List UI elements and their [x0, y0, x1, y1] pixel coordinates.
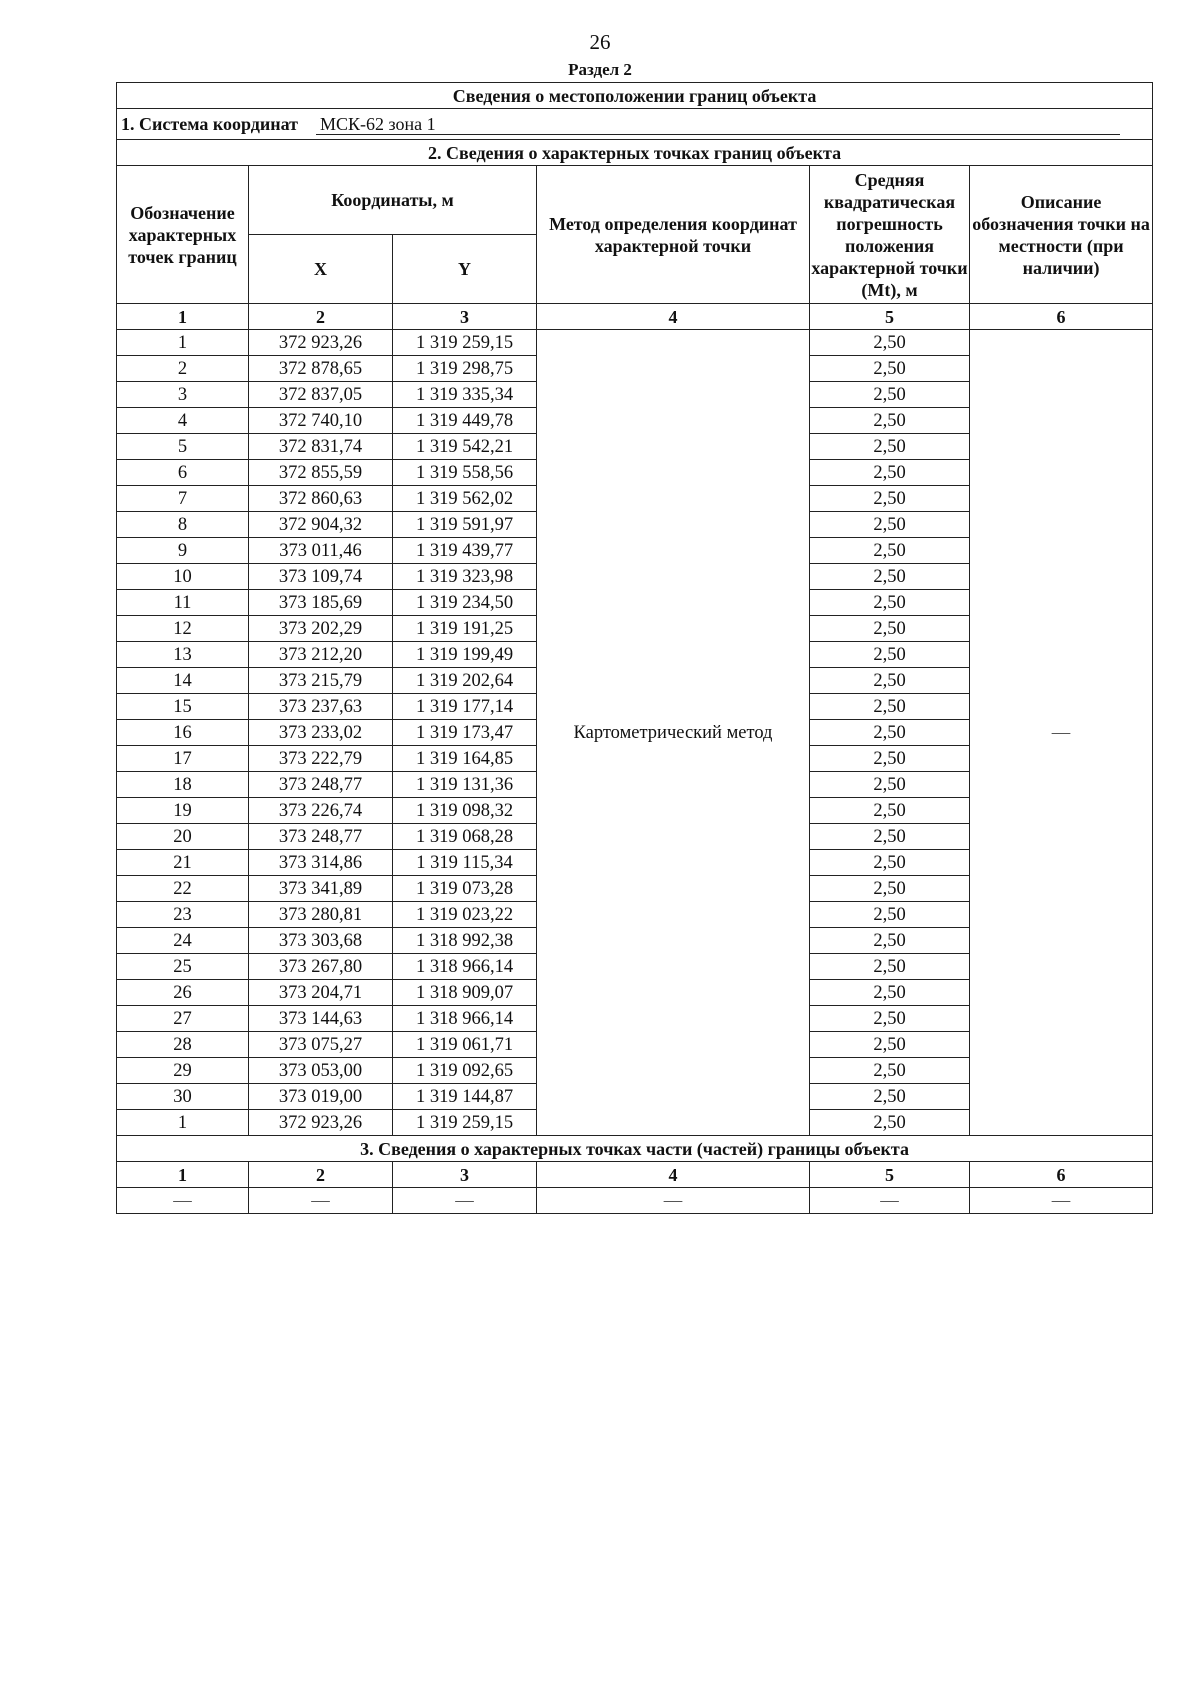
point-number: 28 [117, 1032, 249, 1058]
header-description: Описание обозначения точки на местности (при наличии) [970, 166, 1153, 304]
description-cell: — [970, 330, 1153, 1136]
error-value: 2,50 [810, 564, 970, 590]
point-number: 14 [117, 668, 249, 694]
header-coordinates: Координаты, м [249, 166, 537, 235]
column-number: 3 [393, 304, 537, 330]
error-value: 2,50 [810, 382, 970, 408]
error-value: 2,50 [810, 720, 970, 746]
point-number: 16 [117, 720, 249, 746]
empty-cell: — [393, 1188, 537, 1214]
error-value: 2,50 [810, 408, 970, 434]
coordinate-x: 372 860,63 [249, 486, 393, 512]
coordinate-y: 1 319 259,15 [393, 330, 537, 356]
coordinate-x: 373 215,79 [249, 668, 393, 694]
column-numbers-row [117, 304, 1153, 330]
coordinate-y: 1 319 591,97 [393, 512, 537, 538]
parts-row [117, 1188, 1153, 1214]
point-number: 7 [117, 486, 249, 512]
point-number: 25 [117, 954, 249, 980]
coordinate-x: 372 831,74 [249, 434, 393, 460]
coordinate-y: 1 319 199,49 [393, 642, 537, 668]
coordinate-system-value: МСК-62 зона 1 [316, 114, 1120, 135]
error-value: 2,50 [810, 590, 970, 616]
coordinate-y: 1 319 164,85 [393, 746, 537, 772]
coordinate-x: 372 923,26 [249, 1110, 393, 1136]
page-number: 26 [589, 30, 611, 54]
error-value: 2,50 [810, 460, 970, 486]
error-value: 2,50 [810, 798, 970, 824]
points-section-title: 2. Сведения о характерных точках границ объекта [117, 140, 1153, 166]
coordinate-x: 373 185,69 [249, 590, 393, 616]
error-value: 2,50 [810, 928, 970, 954]
error-value: 2,50 [810, 850, 970, 876]
coordinate-x: 373 248,77 [249, 772, 393, 798]
coordinate-x: 373 248,77 [249, 824, 393, 850]
coordinate-y: 1 319 335,34 [393, 382, 537, 408]
error-value: 2,50 [810, 1084, 970, 1110]
coordinate-x: 373 019,00 [249, 1084, 393, 1110]
coordinate-system-row [117, 109, 1153, 140]
column-number: 2 [249, 1162, 393, 1188]
coordinate-y: 1 318 966,14 [393, 954, 537, 980]
coordinate-y: 1 318 966,14 [393, 1006, 537, 1032]
column-number: 5 [810, 304, 970, 330]
coordinate-y: 1 319 144,87 [393, 1084, 537, 1110]
coordinate-x: 373 204,71 [249, 980, 393, 1006]
coordinate-x: 373 202,29 [249, 616, 393, 642]
coordinate-x: 372 923,26 [249, 330, 393, 356]
coordinate-x: 373 053,00 [249, 1058, 393, 1084]
error-value: 2,50 [810, 668, 970, 694]
point-number: 19 [117, 798, 249, 824]
empty-cell: — [117, 1188, 249, 1214]
point-number: 5 [117, 434, 249, 460]
parts-section-title: 3. Сведения о характерных точках части (частей) границы объекта [117, 1136, 1153, 1162]
point-number: 26 [117, 980, 249, 1006]
coordinate-x: 372 878,65 [249, 356, 393, 382]
coordinate-x: 373 075,27 [249, 1032, 393, 1058]
error-value: 2,50 [810, 330, 970, 356]
point-number: 13 [117, 642, 249, 668]
coordinate-y: 1 319 562,02 [393, 486, 537, 512]
point-number: 9 [117, 538, 249, 564]
point-number: 21 [117, 850, 249, 876]
error-value: 2,50 [810, 512, 970, 538]
header-error: Средняя квадратическая погрешность положения характерной точки (Mt), м [810, 166, 970, 304]
column-number: 2 [249, 304, 393, 330]
coordinate-y: 1 319 558,56 [393, 460, 537, 486]
coordinate-x: 373 226,74 [249, 798, 393, 824]
point-number: 20 [117, 824, 249, 850]
coordinate-x: 372 837,05 [249, 382, 393, 408]
header-designation: Обозначение характерных точек границ [117, 166, 249, 304]
error-value: 2,50 [810, 746, 970, 772]
error-value: 2,50 [810, 772, 970, 798]
empty-cell: — [810, 1188, 970, 1214]
coordinate-x: 372 855,59 [249, 460, 393, 486]
boundary-table [116, 82, 1153, 1214]
point-number: 1 [117, 330, 249, 356]
coordinate-y: 1 319 449,78 [393, 408, 537, 434]
coordinate-y: 1 319 061,71 [393, 1032, 537, 1058]
coordinate-x: 373 144,63 [249, 1006, 393, 1032]
point-number: 23 [117, 902, 249, 928]
point-number: 8 [117, 512, 249, 538]
coordinate-y: 1 319 098,32 [393, 798, 537, 824]
point-number: 11 [117, 590, 249, 616]
point-number: 3 [117, 382, 249, 408]
coordinate-y: 1 319 115,34 [393, 850, 537, 876]
document-sheet [116, 82, 1152, 1214]
column-number: 5 [810, 1162, 970, 1188]
parts-column-numbers-row [117, 1162, 1153, 1188]
coordinate-x: 373 212,20 [249, 642, 393, 668]
coordinate-x: 373 222,79 [249, 746, 393, 772]
coordinate-y: 1 319 234,50 [393, 590, 537, 616]
coordinate-y: 1 319 068,28 [393, 824, 537, 850]
point-number: 24 [117, 928, 249, 954]
error-value: 2,50 [810, 824, 970, 850]
header-x: X [249, 235, 393, 304]
coordinate-x: 373 233,02 [249, 720, 393, 746]
error-value: 2,50 [810, 1110, 970, 1136]
coordinate-y: 1 319 439,77 [393, 538, 537, 564]
coordinate-x: 373 341,89 [249, 876, 393, 902]
point-number: 17 [117, 746, 249, 772]
coordinate-y: 1 319 191,25 [393, 616, 537, 642]
column-number: 6 [970, 1162, 1153, 1188]
coordinate-x: 373 011,46 [249, 538, 393, 564]
point-number: 10 [117, 564, 249, 590]
method-cell: Картометрический метод [537, 330, 810, 1136]
empty-cell: — [249, 1188, 393, 1214]
error-value: 2,50 [810, 486, 970, 512]
point-number: 2 [117, 356, 249, 382]
point-number: 27 [117, 1006, 249, 1032]
point-number: 30 [117, 1084, 249, 1110]
coordinate-y: 1 319 173,47 [393, 720, 537, 746]
coordinate-x: 373 314,86 [249, 850, 393, 876]
coordinate-y: 1 319 177,14 [393, 694, 537, 720]
coordinate-y: 1 318 909,07 [393, 980, 537, 1006]
empty-cell: — [537, 1188, 810, 1214]
error-value: 2,50 [810, 356, 970, 382]
coordinate-y: 1 319 298,75 [393, 356, 537, 382]
coordinate-x: 372 740,10 [249, 408, 393, 434]
point-number: 29 [117, 1058, 249, 1084]
column-number: 4 [537, 304, 810, 330]
error-value: 2,50 [810, 980, 970, 1006]
coordinate-y: 1 319 023,22 [393, 902, 537, 928]
error-value: 2,50 [810, 642, 970, 668]
column-number: 6 [970, 304, 1153, 330]
coordinate-x: 373 109,74 [249, 564, 393, 590]
coordinate-y: 1 318 992,38 [393, 928, 537, 954]
column-number: 1 [117, 304, 249, 330]
coordinate-x: 373 267,80 [249, 954, 393, 980]
table-row [117, 330, 1153, 356]
section-title: Раздел 2 [568, 60, 632, 79]
error-value: 2,50 [810, 616, 970, 642]
coordinate-y: 1 319 131,36 [393, 772, 537, 798]
error-value: 2,50 [810, 954, 970, 980]
coordinate-x: 373 280,81 [249, 902, 393, 928]
header-method: Метод определения координат характерной точки [537, 166, 810, 304]
error-value: 2,50 [810, 1006, 970, 1032]
empty-cell: — [970, 1188, 1153, 1214]
point-number: 4 [117, 408, 249, 434]
coordinate-y: 1 319 542,21 [393, 434, 537, 460]
coordinate-y: 1 319 323,98 [393, 564, 537, 590]
error-value: 2,50 [810, 1032, 970, 1058]
coordinate-x: 373 237,63 [249, 694, 393, 720]
coordinate-x: 372 904,32 [249, 512, 393, 538]
error-value: 2,50 [810, 694, 970, 720]
error-value: 2,50 [810, 902, 970, 928]
coordinate-x: 373 303,68 [249, 928, 393, 954]
error-value: 2,50 [810, 1058, 970, 1084]
header-y: Y [393, 235, 537, 304]
coordinate-y: 1 319 092,65 [393, 1058, 537, 1084]
coordinate-y: 1 319 073,28 [393, 876, 537, 902]
error-value: 2,50 [810, 876, 970, 902]
column-number: 4 [537, 1162, 810, 1188]
point-number: 15 [117, 694, 249, 720]
main-title: Сведения о местоположении границ объекта [117, 83, 1153, 109]
point-number: 22 [117, 876, 249, 902]
coordinate-system-label: 1. Система координат [121, 114, 298, 134]
coordinate-y: 1 319 202,64 [393, 668, 537, 694]
coordinate-y: 1 319 259,15 [393, 1110, 537, 1136]
point-number: 1 [117, 1110, 249, 1136]
point-number: 18 [117, 772, 249, 798]
error-value: 2,50 [810, 538, 970, 564]
column-number: 3 [393, 1162, 537, 1188]
column-number: 1 [117, 1162, 249, 1188]
point-number: 6 [117, 460, 249, 486]
error-value: 2,50 [810, 434, 970, 460]
point-number: 12 [117, 616, 249, 642]
